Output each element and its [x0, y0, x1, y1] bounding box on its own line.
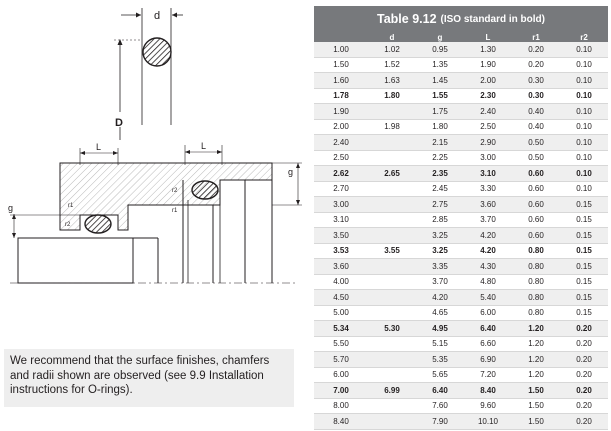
label-r2-right: r2 [172, 188, 178, 194]
cell-r1: 1.50 [512, 414, 560, 430]
cell-l: 1.30 [464, 42, 512, 57]
cell-d: 2.40 [314, 135, 368, 151]
cell-r1: 1.20 [512, 321, 560, 337]
cell-r1: 0.30 [512, 88, 560, 104]
cell-d: 8.40 [314, 414, 368, 430]
cell-d: 3.53 [314, 243, 368, 259]
cell-r2: 0.15 [560, 305, 608, 321]
cell-l: 6.90 [464, 352, 512, 368]
cell-d: 3.55 [368, 243, 416, 259]
cell-d: 2.62 [314, 166, 368, 182]
table-row [314, 119, 608, 135]
cell-r2: 0.15 [560, 274, 608, 290]
cell-d: 1.98 [368, 119, 416, 135]
label-L-right: L [201, 141, 207, 151]
cell-r2: 0.20 [560, 336, 608, 352]
cell-r1: 1.50 [512, 383, 560, 399]
table-row [314, 398, 608, 414]
cell-g: 1.35 [416, 57, 464, 73]
cell-l: 7.20 [464, 367, 512, 383]
table-row [314, 42, 608, 57]
header-g: g [416, 32, 464, 42]
cell-d: 3.00 [314, 197, 368, 213]
label-D: D [115, 117, 123, 129]
cell-g: 1.80 [416, 119, 464, 135]
cell-r1: 0.80 [512, 259, 560, 275]
cell-r1: 0.20 [512, 57, 560, 73]
table-row [314, 383, 608, 399]
cell-r1: 0.60 [512, 181, 560, 197]
cell-l: 4.20 [464, 243, 512, 259]
cell-d [368, 181, 416, 197]
cell-r2: 0.20 [560, 383, 608, 399]
header-L: L [464, 32, 512, 42]
label-r2-left: r2 [65, 222, 71, 228]
cell-l: 2.30 [464, 88, 512, 104]
cell-r1: 1.20 [512, 367, 560, 383]
table-row [314, 228, 608, 244]
cell-r2: 0.10 [560, 135, 608, 151]
cell-r2: 0.10 [560, 119, 608, 135]
cell-d: 1.90 [314, 104, 368, 120]
cell-d: 1.52 [368, 57, 416, 73]
cell-g: 7.60 [416, 398, 464, 414]
label-r1-left: r1 [68, 203, 74, 209]
cell-d [368, 259, 416, 275]
table-title: Table 9.12 [377, 12, 437, 26]
cell-r2: 0.10 [560, 166, 608, 182]
cell-d [368, 352, 416, 368]
cell-r2: 0.15 [560, 259, 608, 275]
table-header-row [314, 32, 608, 42]
cell-g: 4.20 [416, 290, 464, 306]
cell-l: 4.80 [464, 274, 512, 290]
label-r1-right: r1 [172, 208, 178, 214]
cell-r1: 0.60 [512, 212, 560, 228]
cell-d: 2.70 [314, 181, 368, 197]
cell-d: 1.80 [368, 88, 416, 104]
cell-r2: 0.20 [560, 321, 608, 337]
cell-l: 2.90 [464, 135, 512, 151]
table-row [314, 352, 608, 368]
cell-d [368, 274, 416, 290]
cell-g: 2.85 [416, 212, 464, 228]
cell-g: 4.65 [416, 305, 464, 321]
table-row [314, 367, 608, 383]
cell-l: 10.10 [464, 414, 512, 430]
cell-r2: 0.15 [560, 212, 608, 228]
table-row [314, 305, 608, 321]
cell-d [368, 197, 416, 213]
cell-g: 1.45 [416, 73, 464, 89]
cell-r2: 0.10 [560, 104, 608, 120]
cell-r1: 0.80 [512, 274, 560, 290]
cell-d: 7.00 [314, 383, 368, 399]
cell-d: 8.00 [314, 398, 368, 414]
cell-d: 3.10 [314, 212, 368, 228]
cell-d [368, 367, 416, 383]
cell-l: 6.40 [464, 321, 512, 337]
cell-d: 1.00 [314, 42, 368, 57]
cell-r1: 0.60 [512, 228, 560, 244]
cell-r1: 1.50 [512, 398, 560, 414]
cell-g: 4.95 [416, 321, 464, 337]
cell-d [368, 228, 416, 244]
header-d: d [368, 32, 416, 42]
cell-d: 4.50 [314, 290, 368, 306]
cell-d [368, 305, 416, 321]
cell-r1: 0.50 [512, 135, 560, 151]
cell-r2: 0.15 [560, 197, 608, 213]
table-row [314, 259, 608, 275]
label-g-left: g [8, 203, 14, 213]
header-r2: r2 [560, 32, 608, 42]
cell-r2: 0.10 [560, 150, 608, 166]
cell-g: 3.35 [416, 259, 464, 275]
cell-d: 5.30 [368, 321, 416, 337]
cell-r1: 0.60 [512, 166, 560, 182]
o-ring-cross-section [114, 8, 183, 140]
table-row [314, 135, 608, 151]
cell-g: 2.35 [416, 166, 464, 182]
cell-d [368, 336, 416, 352]
cell-g: 7.90 [416, 414, 464, 430]
dimension-table [314, 32, 608, 430]
cell-l: 4.30 [464, 259, 512, 275]
cell-r2: 0.20 [560, 414, 608, 430]
cell-d: 5.50 [314, 336, 368, 352]
table-row [314, 150, 608, 166]
cell-r2: 0.15 [560, 228, 608, 244]
table-row [314, 414, 608, 430]
cell-d [368, 398, 416, 414]
cell-l: 8.40 [464, 383, 512, 399]
cell-d: 4.00 [314, 274, 368, 290]
cell-l: 3.60 [464, 197, 512, 213]
table-row [314, 166, 608, 182]
cell-d: 2.00 [314, 119, 368, 135]
table-row [314, 73, 608, 89]
cell-r2: 0.10 [560, 181, 608, 197]
table-row [314, 57, 608, 73]
cell-r1: 0.80 [512, 305, 560, 321]
cell-r1: 0.50 [512, 150, 560, 166]
table-row [314, 104, 608, 120]
cell-l: 1.90 [464, 57, 512, 73]
cell-r1: 0.40 [512, 119, 560, 135]
iso-oring-table [314, 6, 608, 430]
cell-g: 5.35 [416, 352, 464, 368]
cell-r2: 0.15 [560, 243, 608, 259]
cell-l: 9.60 [464, 398, 512, 414]
cell-g: 2.75 [416, 197, 464, 213]
header-D [314, 32, 368, 42]
cell-d: 6.99 [368, 383, 416, 399]
cell-l: 3.10 [464, 166, 512, 182]
cell-d: 1.60 [314, 73, 368, 89]
cell-r1: 0.20 [512, 42, 560, 57]
cell-l: 4.20 [464, 228, 512, 244]
cell-g: 1.55 [416, 88, 464, 104]
cell-g: 3.25 [416, 228, 464, 244]
cell-g: 5.65 [416, 367, 464, 383]
cell-d: 1.02 [368, 42, 416, 57]
cell-l: 5.40 [464, 290, 512, 306]
cell-g: 5.15 [416, 336, 464, 352]
cell-r2: 0.20 [560, 367, 608, 383]
cell-r1: 0.30 [512, 73, 560, 89]
cell-l: 3.30 [464, 181, 512, 197]
o-ring-groove-diagram [0, 0, 312, 345]
cell-d: 1.78 [314, 88, 368, 104]
cell-d: 5.00 [314, 305, 368, 321]
table-row [314, 197, 608, 213]
cell-r1: 0.80 [512, 290, 560, 306]
cell-r2: 0.10 [560, 57, 608, 73]
cell-r1: 0.80 [512, 243, 560, 259]
table-row [314, 321, 608, 337]
cell-g: 1.75 [416, 104, 464, 120]
table-row [314, 181, 608, 197]
cell-l: 3.70 [464, 212, 512, 228]
cell-d [368, 212, 416, 228]
cell-l: 2.00 [464, 73, 512, 89]
cell-g: 2.45 [416, 181, 464, 197]
table-row [314, 274, 608, 290]
cell-r2: 0.10 [560, 88, 608, 104]
cell-d: 1.50 [314, 57, 368, 73]
cell-d [368, 150, 416, 166]
table-subtitle: (ISO standard in bold) [440, 13, 545, 25]
cell-d: 3.50 [314, 228, 368, 244]
cell-r2: 0.10 [560, 73, 608, 89]
table-row [314, 88, 608, 104]
table-row [314, 336, 608, 352]
cell-g: 6.40 [416, 383, 464, 399]
cell-g: 2.15 [416, 135, 464, 151]
cell-l: 3.00 [464, 150, 512, 166]
cell-r2: 0.15 [560, 290, 608, 306]
cell-d: 2.65 [368, 166, 416, 182]
cell-d [368, 104, 416, 120]
recommendation-note: We recommend that the surface finishes, chamfers and radii shown are observed (see 9.9 Installation instructions for O-rings). [4, 349, 294, 407]
cell-r2: 0.20 [560, 398, 608, 414]
cell-r1: 1.20 [512, 336, 560, 352]
label-d: d [154, 10, 161, 22]
cell-r2: 0.10 [560, 42, 608, 57]
header-r1: r1 [512, 32, 560, 42]
cell-d [368, 135, 416, 151]
cell-d: 3.60 [314, 259, 368, 275]
table-row [314, 290, 608, 306]
cell-d [368, 290, 416, 306]
label-g-right: g [288, 167, 294, 177]
table-title-bar [314, 6, 608, 32]
cell-l: 6.60 [464, 336, 512, 352]
cell-d: 2.50 [314, 150, 368, 166]
cell-d [368, 414, 416, 430]
cell-r1: 0.60 [512, 197, 560, 213]
cell-g: 0.95 [416, 42, 464, 57]
cell-d: 5.70 [314, 352, 368, 368]
table-row [314, 212, 608, 228]
cell-d: 1.63 [368, 73, 416, 89]
cell-d: 5.34 [314, 321, 368, 337]
cell-r2: 0.20 [560, 352, 608, 368]
housing-section [10, 145, 302, 283]
cell-l: 2.40 [464, 104, 512, 120]
cell-r1: 1.20 [512, 352, 560, 368]
cell-l: 2.50 [464, 119, 512, 135]
cell-d: 6.00 [314, 367, 368, 383]
cell-l: 6.00 [464, 305, 512, 321]
cell-g: 2.25 [416, 150, 464, 166]
cell-g: 3.70 [416, 274, 464, 290]
cell-g: 3.25 [416, 243, 464, 259]
cell-r1: 0.40 [512, 104, 560, 120]
label-L-left: L [96, 142, 102, 152]
table-row [314, 243, 608, 259]
